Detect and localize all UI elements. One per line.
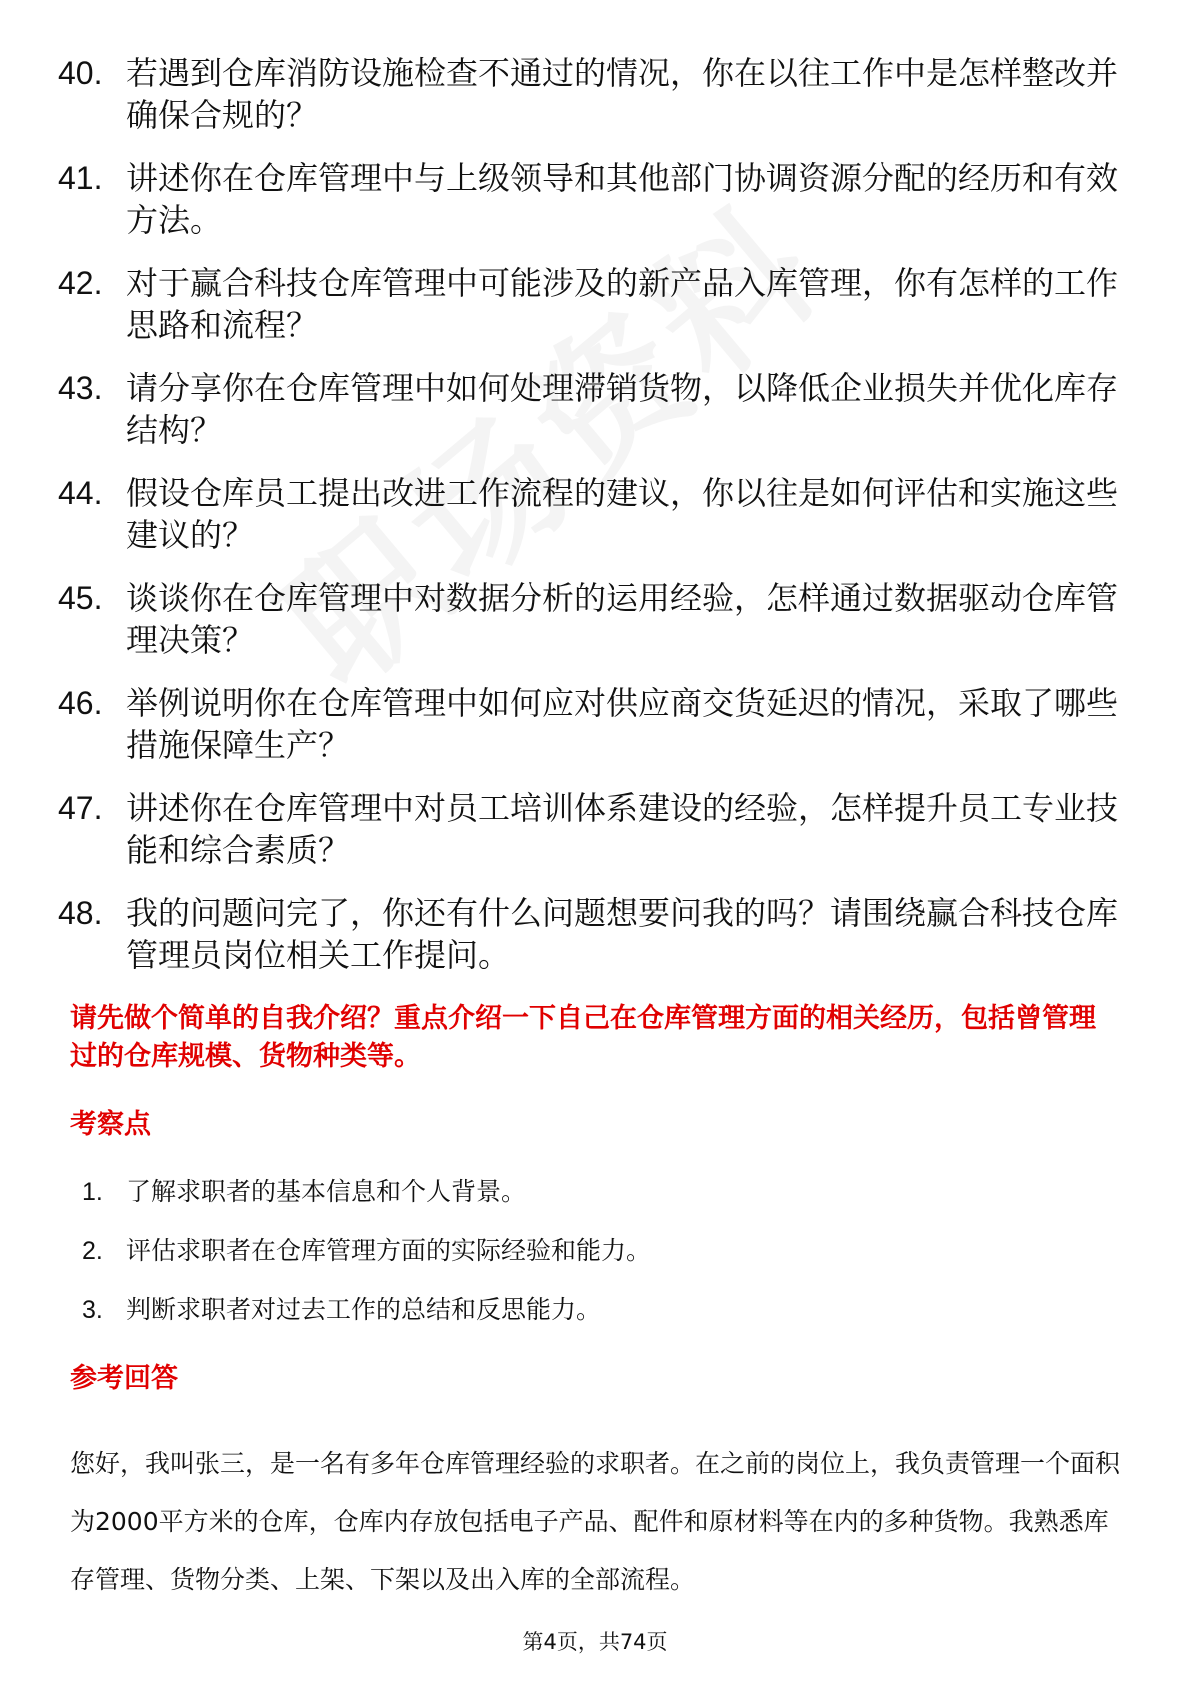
question-number: 44.	[58, 475, 103, 511]
reference-title: 参考回答	[70, 1363, 178, 1394]
question-text: 若遇到仓库消防设施检查不通过的情况，你在以往工作中是怎样整改并确保合规的？	[126, 54, 1119, 134]
page-footer: 第4页，共74页	[522, 1630, 668, 1654]
question-text: 对于赢合科技仓库管理中可能涉及的新产品入库管理，你有怎样的工作思路和流程？	[126, 264, 1119, 344]
question-text: 讲述你在仓库管理中对员工培训体系建设的经验，怎样提升员工专业技能和综合素质？	[126, 789, 1119, 869]
question-text: 假设仓库员工提出改进工作流程的建议，你以往是如何评估和实施这些建议的？	[126, 474, 1119, 554]
question-number: 43.	[58, 370, 103, 406]
assessment-point	[82, 1175, 1082, 1209]
question-list	[58, 52, 1118, 997]
question-text: 谈谈你在仓库管理中对数据分析的运用经验，怎样通过数据驱动仓库管理决策？	[126, 579, 1119, 659]
assessment-points	[82, 1175, 1082, 1352]
question-number: 42.	[58, 265, 103, 301]
question-item	[58, 892, 1118, 976]
question-number: 40.	[58, 55, 103, 91]
question-text: 我的问题问完了，你还有什么问题想要问我的吗？请围绕赢合科技仓库管理员岗位相关工作提问。	[126, 894, 1119, 974]
point-number: 2.	[82, 1237, 103, 1265]
point-text: 判断求职者对过去工作的总结和反思能力。	[126, 1295, 602, 1324]
question-number: 47.	[58, 790, 103, 826]
question-number: 46.	[58, 685, 103, 721]
question-number: 41.	[58, 160, 103, 196]
question-item	[58, 367, 1118, 451]
question-text: 举例说明你在仓库管理中如何应对供应商交货延迟的情况，采取了哪些措施保障生产？	[126, 684, 1119, 764]
question-item	[58, 472, 1118, 556]
question-item	[58, 682, 1118, 766]
question-text: 讲述你在仓库管理中与上级领导和其他部门协调资源分配的经历和有效方法。	[126, 159, 1119, 239]
question-text: 请分享你在仓库管理中如何处理滞销货物，以降低企业损失并优化库存结构？	[126, 369, 1119, 449]
question-number: 48.	[58, 895, 103, 931]
point-number: 1.	[82, 1178, 103, 1206]
point-number: 3.	[82, 1296, 103, 1324]
point-text: 评估求职者在仓库管理方面的实际经验和能力。	[126, 1236, 652, 1265]
question-item	[58, 262, 1118, 346]
assessment-title: 考察点	[70, 1109, 151, 1140]
featured-question: 请先做个简单的自我介绍？重点介绍一下自己在仓库管理方面的相关经历，包括曾管理过的仓库规模、货物种类等。	[70, 1003, 1096, 1072]
question-item	[58, 157, 1118, 241]
question-item	[58, 52, 1118, 136]
question-item	[58, 787, 1118, 871]
point-text: 了解求职者的基本信息和个人背景。	[126, 1177, 527, 1206]
assessment-point	[82, 1293, 1082, 1327]
assessment-point	[82, 1234, 1082, 1268]
question-number: 45.	[58, 580, 103, 616]
reference-answer: 您好，我叫张三，是一名有多年仓库管理经验的求职者。在之前的岗位上，我负责管理一个面积为2000平方米的仓库，仓库内存放包括电子产品、配件和原材料等在内的多种货物。我熟悉库存管理、货物分类、上架、下架以及出入库的全部流程。	[70, 1449, 1121, 1594]
question-item	[58, 577, 1118, 661]
